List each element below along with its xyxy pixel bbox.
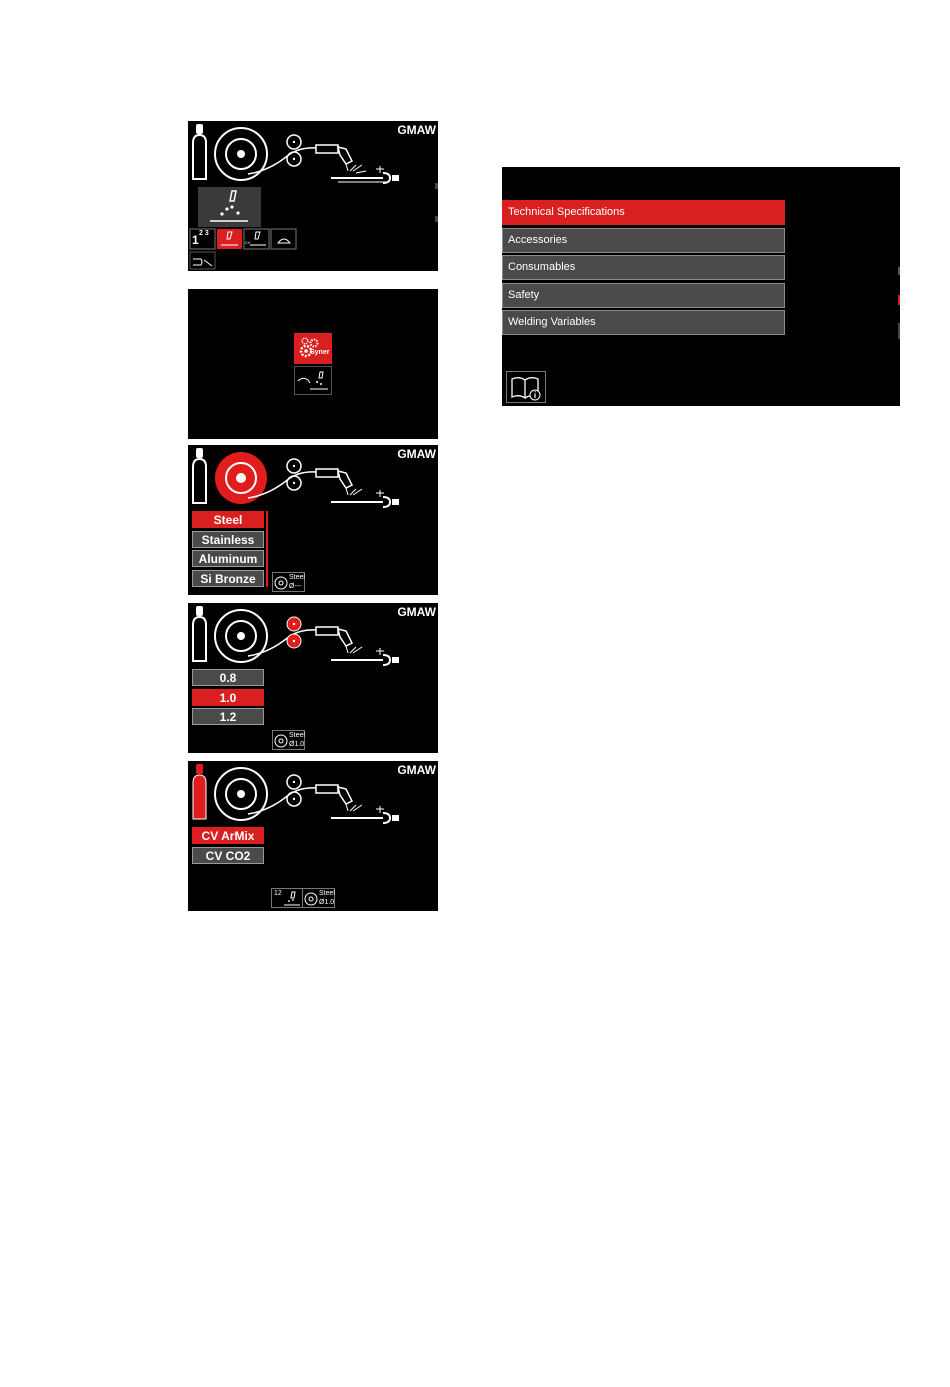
wire-spool-icon [215, 768, 267, 820]
workpiece-clamp-icon [331, 166, 399, 183]
panel-edge-mark-dark [898, 323, 900, 339]
wire-tag [272, 572, 305, 592]
material-option-steel[interactable]: Steel [192, 511, 264, 528]
wire-spool-icon [215, 128, 267, 180]
book-info-icon [507, 372, 545, 402]
info-book-button[interactable] [506, 371, 546, 403]
gas-cylinder-icon [196, 448, 203, 458]
torch-icon [316, 785, 338, 793]
torch-icon [316, 627, 338, 635]
mig-process-icon [272, 889, 303, 907]
manual-mode-tile[interactable] [294, 366, 332, 395]
wire-material: Steel [289, 574, 305, 581]
material-option-si-bronze[interactable]: Si Bronze [192, 570, 264, 587]
gas-cylinder-icon [193, 764, 206, 819]
gas-cylinder-icon [196, 606, 203, 616]
wire-spool-small-icon [274, 733, 288, 749]
panel-edge-mark-red [898, 295, 900, 305]
screen-diameter-select [188, 603, 438, 753]
diameter-list [192, 669, 264, 728]
torch-icon [316, 145, 352, 164]
gas-list [192, 827, 264, 866]
wire-diameter: Ø1.0 [289, 741, 305, 748]
process-tag [271, 888, 304, 908]
diameter-option-0-8[interactable]: 0.8 [192, 669, 264, 686]
mode-label: GMAW [397, 605, 436, 619]
wire-tag [302, 888, 335, 908]
diameter-option-1-0[interactable]: 1.0 [192, 689, 264, 706]
wire-spool-icon [215, 610, 267, 662]
material-option-aluminum[interactable]: Aluminum [192, 550, 264, 567]
wire-material: Steel [289, 732, 305, 739]
arc-spark-icon [346, 164, 366, 173]
menu-item-welding-variables[interactable]: Welding Variables [502, 310, 785, 335]
wire-tag [272, 730, 305, 750]
gas-option-cv-co2[interactable]: CV CO2 [192, 847, 264, 864]
menu-item-safety[interactable]: Safety [502, 283, 785, 308]
screen-gas-select [188, 761, 438, 911]
wire-spool-small-icon [304, 891, 318, 907]
menu-item-accessories[interactable]: Accessories [502, 228, 785, 253]
process-preview-icon [198, 187, 261, 227]
wire-diameter: Ø--- [289, 583, 302, 590]
mode-label: GMAW [397, 447, 436, 461]
screen-synergic-select [188, 289, 438, 439]
process-small-label: CV [245, 240, 251, 245]
wire-spool-icon [215, 452, 267, 504]
synergic-label: Syner [310, 349, 330, 356]
screen-material-select [188, 445, 438, 595]
gas-cylinder-icon [193, 124, 206, 179]
synergic-mode-tile[interactable] [294, 333, 332, 364]
mode-label: GMAW [397, 763, 436, 777]
menu-item-technical-specifications[interactable]: Technical Specifications [502, 200, 785, 225]
wire-material: Steel [319, 890, 335, 897]
wire-spool-small-icon [274, 575, 288, 591]
process-number: 12 [274, 890, 282, 897]
machine-diagram [188, 121, 438, 271]
screen-process-select [188, 121, 438, 271]
machine-diagram [188, 603, 438, 673]
info-menu-screen [502, 167, 900, 406]
material-option-stainless[interactable]: Stainless [192, 531, 264, 548]
torch-icon [316, 469, 338, 477]
manual-welding-icon [295, 367, 331, 394]
program-number: 1 [192, 233, 199, 247]
wire-diameter: Ø1.0 [319, 899, 335, 906]
program-superscript: 2 3 [199, 230, 209, 237]
panel-edge-mark [898, 267, 900, 275]
list-scrollbar[interactable] [266, 511, 268, 587]
menu-item-consumables[interactable]: Consumables [502, 255, 785, 280]
material-list [192, 511, 264, 589]
machine-diagram [188, 445, 438, 515]
gouging-icon [190, 252, 215, 269]
gas-option-cv-armix[interactable]: CV ArMix [192, 827, 264, 844]
machine-diagram [188, 761, 438, 831]
diameter-option-1-2[interactable]: 1.2 [192, 708, 264, 725]
mode-label: GMAW [397, 123, 436, 137]
